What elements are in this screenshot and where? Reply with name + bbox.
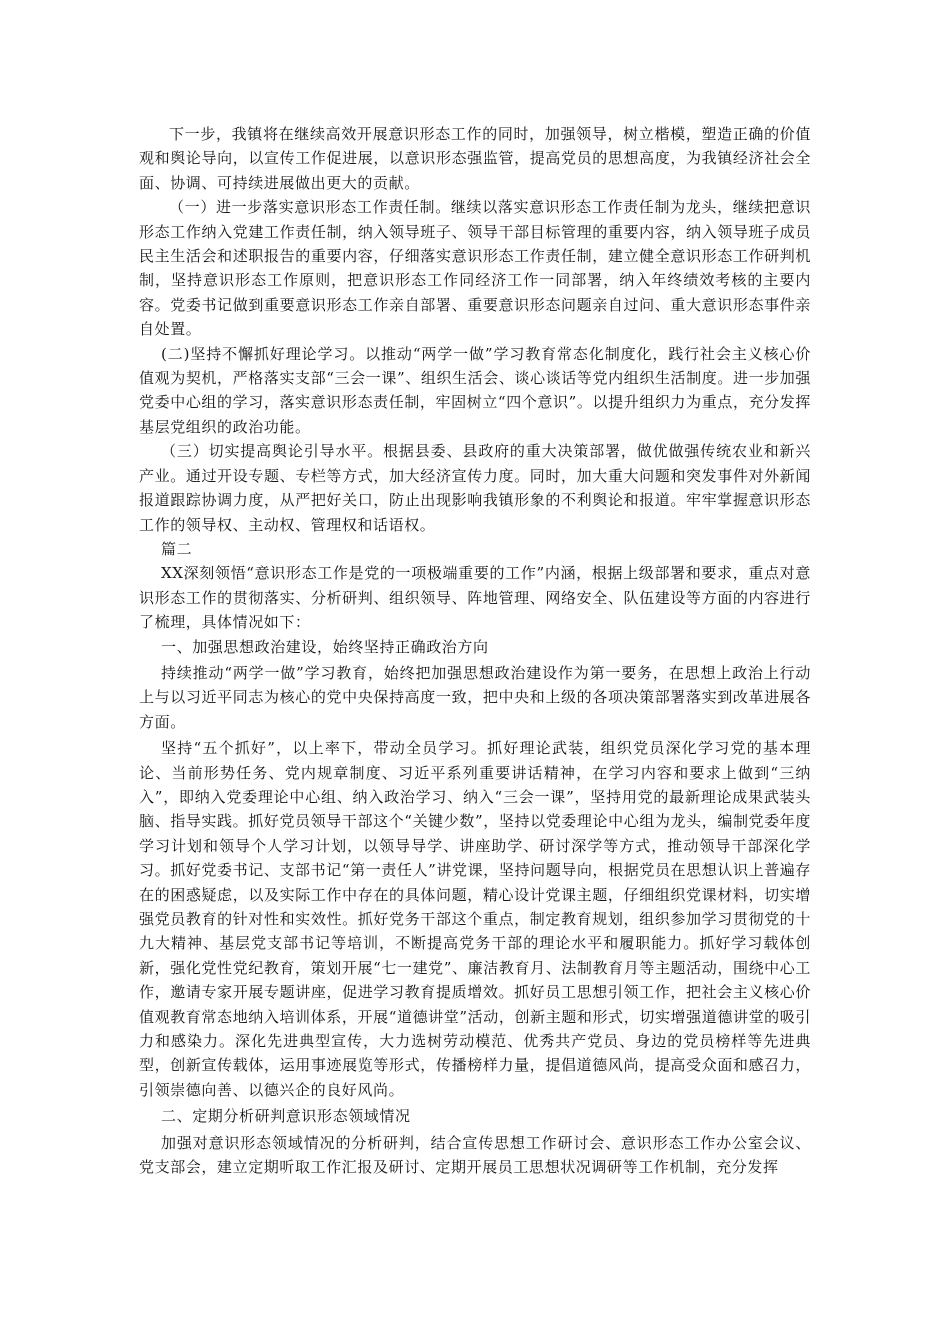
- heading-analysis-judgment: 二、定期分析研判意识形态领域情况: [161, 1107, 411, 1126]
- heading-political-construction: 一、加强思想政治建设，始终坚持正确政治方向: [161, 637, 489, 656]
- paragraph-five-good: 坚持“五个抓好”，以上率下，带动全员学习。抓好理论武装，组织党员深化学习党的基本理论、当前形势任务、党内规章制度、习近平系列重要讲话精神，在学习内容和要求上做到“三纳入”，即纳入党委理论中心组、纳入政治学习、纳入“三会一课”，坚持用党的最新理论成果武装头脑、指导实践。抓好党员领导干部这个“关键少数”，坚持以党委理论中心组为龙头，编制党委年度学习计划和领导个人学习计划，以领导导学、讲座助学、研讨深学等方式，推动领导干部深化学习。抓好党委书记、支部书记“第一责任人”讲党课，坚持问题导向，根据党员在思想认识上普遍存在的困惑疑虑，以及实际工作中存在的具体问题，精心设计党课主题，仔细组织党课材料，切实增强党员教育的针对性和实效性。抓好党务干部这个重点，制定教育规划，组织参加学习贯彻党的十九大精神、基层党支部书记等培训，不断提高党务干部的理论水平和履职能力。抓好学习载体创新，强化党性党纪教育，策划开展“七一建党”、廉洁教育月、法制教育月等主题活动，围绕中心工作，邀请专家开展专题讲座，促进学习教育提质增效。抓好员工思想引领工作，把社会主义核心价值观教育常态地纳入培训体系，开展“道德讲堂”活动，创新主题和形式，切实增强道德讲堂的吸引力和感染力。深化先进典型宣传，大力选树劳动模范、优秀共产党员、身边的党员榜样等先进典型，创新宣传载体，运用事迹展览等形式，传播榜样力量，提倡道德风尚，提高受众面和感召力，引领崇德向善、以德兴企的良好风尚。: [139, 739, 811, 1099]
- paragraph-responsibility-system: （一）进一步落实意识形态工作责任制。继续以落实意识形态工作责任制为龙头，继续把意识形态工作纳入党建工作责任制，纳入领导班子、领导干部目标管理的重要内容，纳入领导班子成员民主生活会和述职报告的重要内容，仔细落实意识形态工作责任制，建立健全意识形态工作研判机制，坚持意识形态工作原则，把意识形态工作同经济工作一同部署，纳入年终绩效考核的主要内容。党委书记做到重要意识形态工作亲自部署、重要意识形态问题亲自过问、重大意识形态事件亲自处置。: [139, 198, 811, 339]
- paragraph-public-opinion: （三）切实提高舆论引导水平。根据县委、县政府的重大决策部署，做优做强传统农业和新兴产业。通过开设专题、专栏等方式，加大经济宣传力度。同时，加大重大问题和突发事件对外新闻报道跟踪协调力度，从严把好关口，防止出现影响我镇形象的不利舆论和报道。牢牢掌握意识形态工作的领导权、主动权、管理权和话语权。: [139, 442, 811, 534]
- paragraph-analysis-judgment: 加强对意识形态领域情况的分析研判，结合宣传思想工作研讨会、意识形态工作办公室会议、党支部会，建立定期听取工作汇报及研讨、定期开展员工思想状况调研等工作机制，充分发挥: [139, 1133, 811, 1177]
- paragraph-theory-study: (二)坚持不懈抓好理论学习。以推动“两学一做”学习教育常态化制度化，践行社会主义核心价值观为契机，严格落实支部“三会一课”、组织生活会、谈心谈话等党内组织生活制度。进一步加强党委中心组的学习，落实意识形态责任制，牢固树立“四个意识”。以提升组织力为重点，充分发挥基层党组织的政治功能。: [139, 344, 811, 436]
- paragraph-next-step: 下一步，我镇将在继续高效开展意识形态工作的同时，加强领导，树立楷模，塑造正确的价值观和舆论导向，以宣传工作促进展，以意识形态强监管，提高党员的思想高度，为我镇经济社会全面、协调、可持续进展做出更大的贡献。: [139, 125, 811, 192]
- paragraph-part-two-intro: XX深刻领悟“意识形态工作是党的一项极端重要的工作”内涵，根据上级部署和要求，重点对意识形态工作的贯彻落实、分析研判、组织领导、阵地管理、网络安全、队伍建设等方面的内容进行了梳理，具体情况如下：: [139, 564, 811, 632]
- paragraph-two-studies: 持续推动“两学一做”学习教育，始终把加强思想政治建设作为第一要务，在思想上政治上行动上与以习近平同志为核心的党中央保持高度一致，把中央和上级的各项决策部署落实到改革进展各方面。: [139, 663, 811, 731]
- document-body: [139, 122, 811, 1179]
- section-heading-part-two: 篇二: [161, 539, 193, 558]
